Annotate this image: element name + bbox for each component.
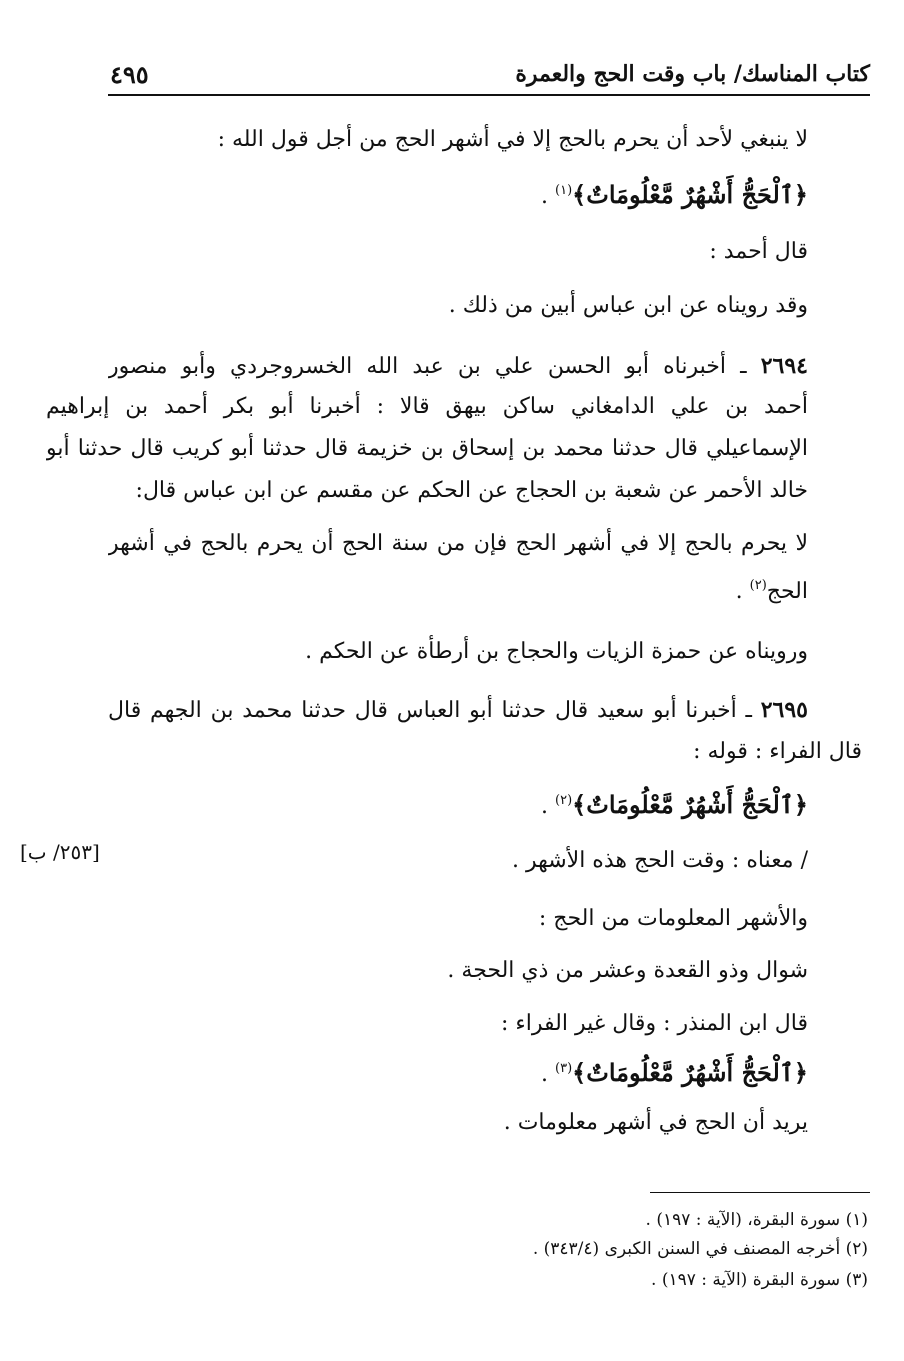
footnote-ref: (٢) bbox=[749, 578, 767, 593]
text-span: أحمد بن علي الدامغاني ساكن بيهق قالا : أخبرنا أبو بكر أحمد بن إبراهيم bbox=[46, 394, 808, 419]
text-span: . bbox=[541, 184, 556, 209]
text-span: شوال وذو القعدة وعشر من ذي الحجة . bbox=[447, 958, 808, 983]
text-span: لا يحرم بالحج إلا في أشهر الحج فإن من سنة الحج أن يحرم بالحج في أشهر bbox=[108, 531, 808, 556]
text-span: قال أحمد : bbox=[709, 239, 808, 264]
text-line bbox=[512, 845, 808, 877]
text-line bbox=[501, 1008, 808, 1040]
text-span: والأشهر المعلومات من الحج : bbox=[538, 906, 808, 931]
footnote: (٢) أخرجه المصنف في السنن الكبرى (٣٤٣/٤) . bbox=[532, 1239, 868, 1259]
text-line bbox=[218, 124, 808, 156]
footnote-ref: (٢) bbox=[555, 793, 573, 808]
text-span: . bbox=[735, 579, 750, 604]
text-line bbox=[539, 903, 808, 935]
quran-text: ﴿ٱلْحَجُّ أَشْهُرٌ مَّعْلُومَاتٌ﴾ bbox=[572, 790, 808, 819]
quran-verse bbox=[541, 175, 808, 213]
hadith-2694-line bbox=[46, 391, 808, 423]
text-span: يريد أن الحج في أشهر معلومات . bbox=[503, 1110, 808, 1135]
hadith-2694-line bbox=[46, 433, 808, 465]
footnote-ref: (١) bbox=[555, 183, 573, 198]
text-span: ـ أخبرنا أبو سعيد قال حدثنا أبو العباس قال حدثنا محمد بن الجهم قال bbox=[108, 698, 761, 723]
page-number: ٤٩٥ bbox=[110, 59, 149, 89]
running-title: كتاب المناسك/ باب وقت الحج والعمرة bbox=[515, 61, 870, 87]
hadith-2694-line bbox=[108, 350, 808, 382]
text-span: وقد رويناه عن ابن عباس أبين من ذلك . bbox=[448, 293, 808, 318]
hadith-number: ٢٦٩٥ bbox=[760, 697, 808, 723]
text-line bbox=[447, 955, 808, 987]
running-header bbox=[110, 56, 870, 92]
text-span: الحج bbox=[766, 579, 808, 604]
text-span: . bbox=[541, 794, 556, 819]
hadith-2695-line bbox=[693, 736, 862, 768]
footnote-ref: (٣) bbox=[555, 1061, 573, 1076]
text-span: ـ أخبرناه أبو الحسن علي بن عبد الله الخسروجردي وأبو منصور bbox=[108, 354, 761, 379]
hadith-2694-line bbox=[136, 475, 808, 507]
text-line bbox=[449, 290, 808, 322]
footnote: (١) سورة البقرة، (الآية : ١٩٧) . bbox=[645, 1210, 868, 1230]
text-span: . bbox=[541, 1062, 556, 1087]
text-span: قال ابن المنذر : وقال غير الفراء : bbox=[501, 1011, 808, 1036]
hadith-2695-line bbox=[108, 694, 808, 726]
quran-verse bbox=[541, 1053, 808, 1091]
text-span: خالد الأحمر عن شعبة بن الحجاج عن الحكم عن مقسم عن ابن عباس قال: bbox=[135, 478, 808, 503]
quote-line bbox=[108, 528, 808, 560]
text-span: قال الفراء : قوله : bbox=[693, 739, 862, 764]
text-line bbox=[305, 636, 808, 668]
text-span: الإسماعيلي قال حدثنا محمد بن إسحاق بن خزيمة قال حدثنا أبو كريب قال حدثنا أبو bbox=[46, 436, 808, 461]
hadith-number: ٢٦٩٤ bbox=[760, 353, 808, 379]
quote-line bbox=[736, 570, 808, 608]
text-span: / معناه : وقت الحج هذه الأشهر . bbox=[511, 848, 808, 873]
quran-text: ﴿ٱلْحَجُّ أَشْهُرٌ مَّعْلُومَاتٌ﴾ bbox=[572, 180, 808, 209]
header-rule bbox=[108, 94, 870, 96]
margin-folio-note: [٢٥٣/ ب] bbox=[20, 840, 100, 864]
footnote-rule bbox=[650, 1192, 870, 1193]
text-line bbox=[709, 236, 808, 268]
text-line bbox=[504, 1107, 808, 1139]
text-span: ورويناه عن حمزة الزيات والحجاج بن أرطأة عن الحكم . bbox=[305, 639, 808, 664]
quran-verse bbox=[541, 785, 808, 823]
quran-text: ﴿ٱلْحَجُّ أَشْهُرٌ مَّعْلُومَاتٌ﴾ bbox=[572, 1058, 808, 1087]
footnote: (٣) سورة البقرة (الآية : ١٩٧) . bbox=[651, 1270, 868, 1290]
text-span: لا ينبغي لأحد أن يحرم بالحج إلا في أشهر الحج من أجل قول الله : bbox=[217, 127, 808, 152]
